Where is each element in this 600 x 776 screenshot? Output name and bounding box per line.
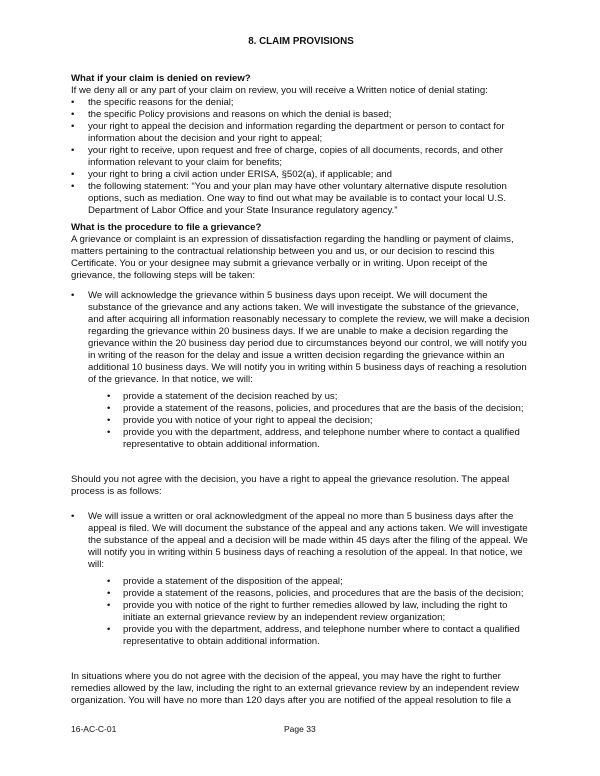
list-item: • the specific Policy provisions and reasons on which the denial is based;	[71, 109, 533, 121]
appeal-steps	[71, 511, 533, 571]
grievance-notice-list	[107, 391, 533, 451]
appeal-intro: Should you not agree with the decision, you have a right to appeal the grievance resolution. The appeal process is as follows:	[71, 474, 510, 497]
list-item: • provide a statement of the decision reached by us;	[107, 391, 533, 403]
form-number: 16-AC-C-01	[71, 724, 117, 734]
appeal-intro-block	[71, 474, 533, 498]
list-item: • provide a statement of the reasons, policies, and procedures that are the basis of the decision;	[107, 403, 533, 415]
denied-intro: If we deny all or any part of your claim on review, you will receive a Written notice of denial stating:	[71, 85, 488, 96]
list-item: • provide a statement of the disposition of the appeal;	[107, 576, 533, 588]
appeal-closing-block	[71, 671, 533, 707]
denied-list	[71, 97, 533, 217]
appeal-closing: In situations where you do not agree with the decision of the appeal, you may have the right to further remedies allowed by the law, including the right to an external grievance review by an independent review organization. You will have no more than 120 days after you are notified of the appeal resolution to file a	[71, 671, 519, 706]
grievance-heading: What is the procedure to file a grievance?	[71, 222, 262, 233]
list-item: • provide a statement of the reasons, policies, and procedures that are the basis of the decision;	[107, 588, 533, 600]
page-number: Page 33	[284, 724, 316, 734]
section-title: 8. CLAIM PROVISIONS	[248, 36, 354, 47]
list-item: • the specific reasons for the denial;	[71, 97, 533, 109]
appeal-step-list	[71, 511, 533, 571]
grievance-section	[71, 222, 533, 282]
denied-section	[71, 73, 533, 217]
grievance-step: • We will acknowledge the grievance within 5 business days upon receipt. We will document the substance of the grievance and any actions taken. We will investigate the substance of the grievance, and after acquiring all information reasonably necessary to complete the review, we will make a decision regarding the grievance within 20 business days. If we are unable to make a decision regarding the grievance within the 20 business day period due to circumstances beyond our control, we will notify you in writing of the reason for the delay and issue a written decision regarding the grievance within an additional 10 business days. We will notify you in writing within 5 business days of reaching a resolution of the grievance. In that notice, we will:	[71, 290, 533, 386]
appeal-notice	[71, 576, 533, 648]
list-item: • provide you with the department, address, and telephone number where to contact a qualified representative to obtain additional information.	[107, 427, 533, 451]
denied-heading: What if your claim is denied on review?	[71, 73, 251, 84]
list-item: • provide you with the department, address, and telephone number where to contact a qualified representative to obtain additional information.	[107, 624, 533, 648]
list-item: • the following statement: “You and your plan may have other voluntary alternative dispute resolution options, such as mediation. One way to find out what may be available is to contact your local U.S. Department of Labor Office and your State Insurance regulatory agency.”	[71, 181, 533, 217]
grievance-intro: A grievance or complaint is an expression of dissatisfaction regarding the handling or payment of claims, matters pertaining to the contractual relationship between you and us, or our decision to rescind this Certificate. You or your designee may submit a grievance verbally or in writing. Upon receipt of the grievance, the following steps will be taken:	[71, 234, 514, 281]
grievance-notice	[71, 391, 533, 451]
list-item: • your right to appeal the decision and information regarding the department or person to contact for information about the decision and your right to appeal;	[71, 121, 533, 145]
grievance-step-list	[71, 290, 533, 386]
list-item: • your right to bring a civil action under ERISA, §502(a), if applicable; and	[71, 169, 533, 181]
appeal-notice-list	[107, 576, 533, 648]
list-item: • provide you with notice of your right to appeal the decision;	[107, 415, 533, 427]
list-item: • provide you with notice of the right to further remedies allowed by law, including the right to initiate an external grievance review by an independent review organization;	[107, 600, 533, 624]
list-item: • your right to receive, upon request and free of charge, copies of all documents, records, and other information relevant to your claim for benefits;	[71, 145, 533, 169]
grievance-steps	[71, 290, 533, 386]
appeal-step: • We will issue a written or oral acknowledgment of the appeal no more than 5 business days after the appeal is filed. We will document the substance of the appeal and any actions taken. We will investigate the substance of the appeal and a decision will be made within 45 days after the filing of the appeal. We will notify you in writing within 5 business days of reaching a resolution of the appeal. In that notice, we will:	[71, 511, 533, 571]
